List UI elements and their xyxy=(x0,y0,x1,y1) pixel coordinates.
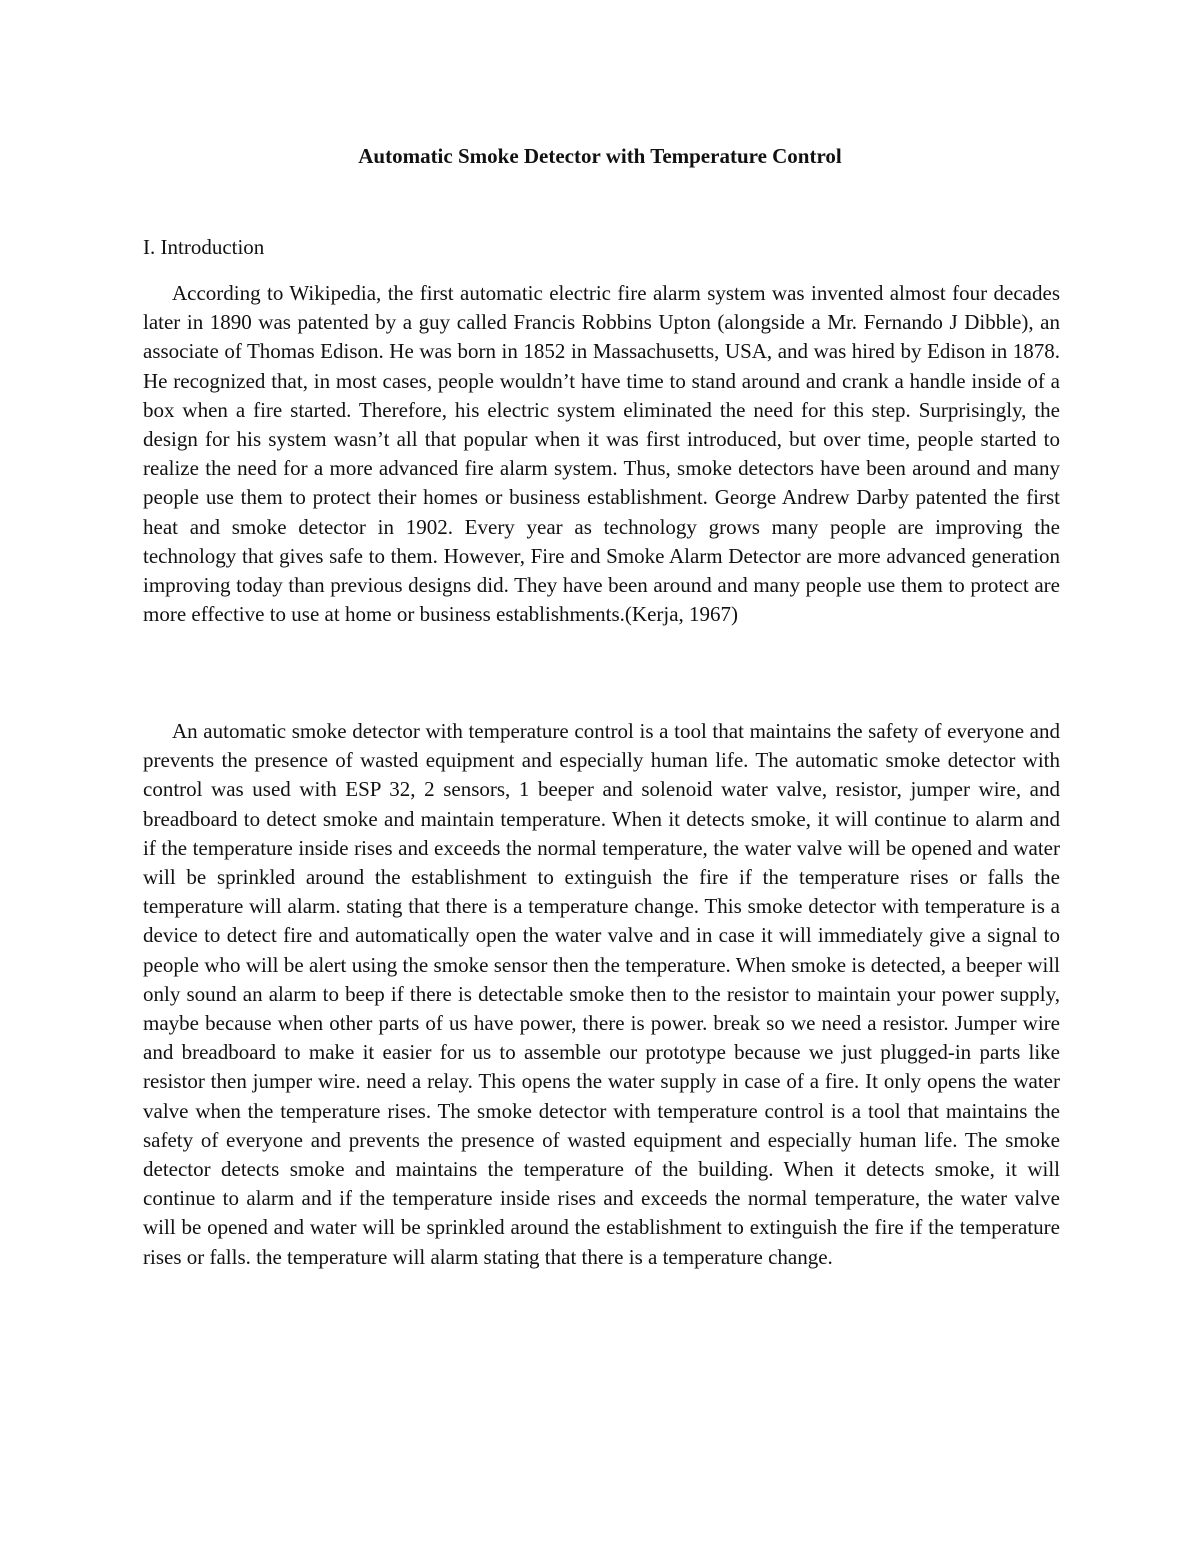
section-heading-introduction: I. Introduction xyxy=(143,235,265,259)
paragraph-device-description: An automatic smoke detector with temperature control is a tool that maintains the safety of everyone and prevents the presence of wasted equipment and especially human life. The automatic smoke detector with control was used with ESP 32, 2 sensors, 1 beeper and solenoid water valve, resistor, jumper wire, and breadboard to detect smoke and maintain temperature. When it detects smoke, it will continue to alarm and if the temperature inside rises and exceeds the normal temperature, the water valve will be opened and water will be sprinkled around the establishment to extinguish the fire if the temperature rises or falls the temperature will alarm. stating that there is a temperature change. This smoke detector with temperature is a device to detect fire and automatically open the water valve and in case it will immediately give a signal to people who will be alert using the smoke sensor then the temperature. When smoke is detected, a beeper will only sound an alarm to beep if there is detectable smoke then to the resistor to maintain your power supply, maybe because when other parts of us have power, there is power. break so we need a resistor. Jumper wire and breadboard to make it easier for us to assemble our prototype because we just plugged-in parts like resistor then jumper wire. need a relay. This opens the water supply in case of a fire. It only opens the water valve when the temperature rises. The smoke detector with temperature control is a tool that maintains the safety of everyone and prevents the presence of wasted equipment and especially human life. The smoke detector detects smoke and maintains the temperature of the building. When it detects smoke, it will continue to alarm and if the temperature inside rises and exceeds the normal temperature, the water valve will be opened and water will be sprinkled around the establishment to extinguish the fire if the temperature rises or falls. the temperature will alarm stating that there is a temperature change. xyxy=(143,719,1060,1269)
document-title: Automatic Smoke Detector with Temperature Control xyxy=(358,144,842,168)
paragraph-history: According to Wikipedia, the first automatic electric fire alarm system was invented almost four decades later in 1890 was patented by a guy called Francis Robbins Upton (alongside a Mr. Fernando J Dibble), an associate of Thomas Edison. He was born in 1852 in Massachusetts, USA, and was hired by Edison in 1878. He recognized that, in most cases, people wouldn’t have time to stand around and crank a handle inside of a box when a fire started. Therefore, his electric system eliminated the need for this step. Surprisingly, the design for his system wasn’t all that popular when it was first introduced, but over time, people started to realize the need for a more advanced fire alarm system. Thus, smoke detectors have been around and many people use them to protect their homes or business establishment. George Andrew Darby patented the first heat and smoke detector in 1902. Every year as technology grows many people are improving the technology that gives safe to them. However, Fire and Smoke Alarm Detector are more advanced generation improving today than previous designs did. They have been around and many people use them to protect are more effective to use at home or business establishments.(Kerja, 1967) xyxy=(143,281,1060,627)
